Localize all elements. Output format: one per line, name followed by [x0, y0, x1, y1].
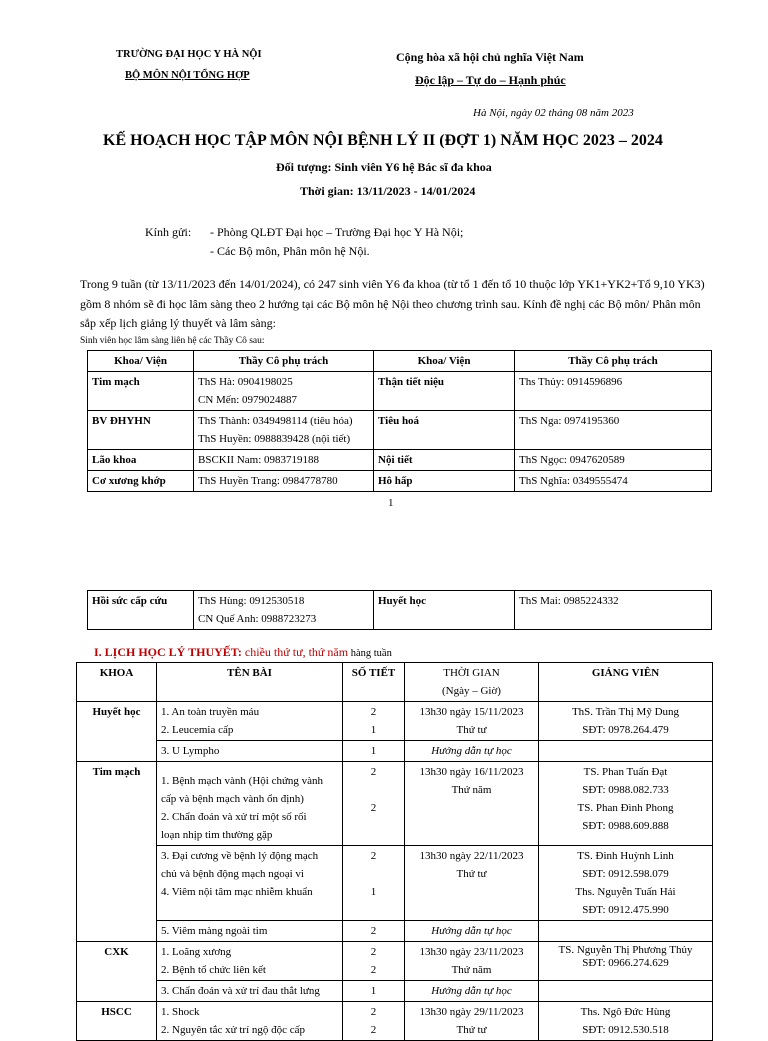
header-dept-1: Khoa/ Viện: [88, 351, 194, 372]
table-row: [88, 372, 712, 411]
recipient-2: - Các Bộ môn, Phân môn hệ Nội.: [210, 244, 370, 258]
contact-teacher: ThS Nga: 0974195360: [515, 411, 712, 450]
hours-cell: 1: [343, 981, 405, 1002]
schedule-table: [76, 662, 713, 1041]
lecturer-cell: [539, 981, 713, 1002]
lesson-cell: 3. Chẩn đoán và xử trí đau thắt lưng: [157, 981, 343, 1002]
contacts-table: [87, 350, 712, 492]
hours-cell: 2 2: [343, 762, 405, 846]
table-row: [77, 762, 713, 846]
lecturer-cell: TS. Phan Tuấn Đạt SĐT: 0988.082.733 TS. Phan Đình Phong SĐT: 0988.609.888: [539, 762, 713, 846]
khoa-cell: CXK: [77, 942, 157, 1002]
table-row: [88, 591, 712, 630]
school-name: TRƯỜNG ĐẠI HỌC Y HÀ NỘI: [116, 49, 262, 60]
hours-cell: 2 1: [343, 846, 405, 921]
contact-teacher: ThS Mai: 0985224332: [515, 591, 712, 630]
contact-dept: Hô hấp: [374, 471, 515, 492]
header-ten-bai: TÊN BÀI: [157, 663, 343, 702]
section-title: I. LỊCH HỌC LÝ THUYẾT:: [94, 645, 242, 659]
hours-cell: 1: [343, 741, 405, 762]
contact-dept: Tim mạch: [88, 372, 194, 411]
time-cell: Hướng dẫn tự học: [405, 921, 539, 942]
contact-dept: Huyết học: [374, 591, 515, 630]
intro-line-2: gồm 8 nhóm sẽ đi học lâm sàng theo 2 hướng tại các Bộ môn hệ Nội theo chương trình sau. Kính đề nghị các Bộ môn/ Phân môn: [80, 297, 701, 311]
contact-dept: BV ĐHYHN: [88, 411, 194, 450]
contact-teacher: ThS Hùng: 0912530518 CN Quế Anh: 0988723273: [194, 591, 374, 630]
lesson-cell: 5. Viêm màng ngoài tim: [157, 921, 343, 942]
contact-dept: Nội tiết: [374, 450, 515, 471]
lesson-cell: 1. An toàn truyền máu 2. Leucemia cấp: [157, 702, 343, 741]
contacts-table-continued: [87, 590, 712, 630]
time-period: Thời gian: 13/11/2023 - 14/01/2024: [300, 184, 476, 198]
table-row: [88, 471, 712, 492]
time-cell: Hướng dẫn tự học: [405, 981, 539, 1002]
header-giang-vien: GIẢNG VIÊN: [539, 663, 713, 702]
recipient-1: - Phòng QLĐT Đại học – Trường Đại học Y Hà Nội;: [210, 225, 464, 239]
lesson-cell: 3. U Lympho: [157, 741, 343, 762]
lecturer-cell: [539, 741, 713, 762]
hours-cell: 2 1: [343, 702, 405, 741]
table-row: [88, 411, 712, 450]
lecturer-cell: Ths. Ngô Đức Hùng SĐT: 0912.530.518: [539, 1002, 713, 1041]
lesson-cell: 1. Shock 2. Nguyên tắc xử trí ngộ độc cấp: [157, 1002, 343, 1041]
contact-teacher: ThS Hà: 0904198025 CN Mến: 0979024887: [194, 372, 374, 411]
contact-teacher: ThS Nghĩa: 0349555474: [515, 471, 712, 492]
section-days: chiều thứ tư, thứ năm: [241, 645, 349, 659]
lecturer-cell: TS. Đinh Huỳnh Linh SĐT: 0912.598.079 Ths. Nguyễn Tuấn Hải SĐT: 0912.475.990: [539, 846, 713, 921]
contact-teacher: BSCKII Nam: 0983719188: [194, 450, 374, 471]
hours-cell: 2 2: [343, 942, 405, 981]
table-row: [77, 921, 713, 942]
contact-teacher: ThS Ngọc: 0947620589: [515, 450, 712, 471]
document-date: Hà Nội, ngày 02 tháng 08 năm 2023: [473, 107, 634, 119]
khoa-cell: Huyết học: [77, 702, 157, 762]
hours-cell: 2: [343, 921, 405, 942]
table-row: [77, 981, 713, 1002]
lesson-cell: 3. Đại cương về bệnh lý động mạch chủ và bệnh động mạch ngoại vi 4. Viêm nội tâm mạc nhiễm khuẩn: [157, 846, 343, 921]
target-audience: Đối tượng: Sinh viên Y6 hệ Bác sĩ đa khoa: [276, 160, 492, 174]
lecturer-cell: TS. Nguyễn Thị Phương Thủy SĐT: 0966.274.629: [539, 942, 713, 981]
intro-line-1: Trong 9 tuần (từ 13/11/2023 đến 14/01/2024), có 247 sinh viên Y6 đa khoa (từ tổ 1 đến tổ 10 thuộc lớp YK1+YK2+Tổ 9,10 YK3): [80, 277, 705, 291]
lesson-cell: 1. Bệnh mạch vành (Hội chứng vành cấp và bệnh mạch vành ổn định) 2. Chẩn đoán và xử trí một số rối loạn nhịp tim thường gặp: [157, 762, 343, 846]
department-name: BỘ MÔN NỘI TỔNG HỢP: [125, 70, 250, 81]
time-cell: 13h30 ngày 16/11/2023 Thứ năm: [405, 762, 539, 846]
table-row: [88, 450, 712, 471]
lesson-cell: 1. Loãng xương 2. Bệnh tổ chức liên kết: [157, 942, 343, 981]
section-frequency: hàng tuần: [348, 648, 392, 659]
contact-dept: Lão khoa: [88, 450, 194, 471]
recipients-label: Kính gửi:: [145, 225, 192, 239]
contact-dept: Tiêu hoá: [374, 411, 515, 450]
header-thoi-gian: THỜI GIAN (Ngày – Giờ): [405, 663, 539, 702]
hours-cell: 2 2: [343, 1002, 405, 1041]
page-number: 1: [388, 497, 394, 509]
schedule-header-row: [77, 663, 713, 702]
intro-line-3: sắp xếp lịch giảng lý thuyết và lâm sàng:: [80, 316, 276, 330]
header-khoa: KHOA: [77, 663, 157, 702]
table-row: [77, 846, 713, 921]
table-row: [77, 942, 713, 981]
header-so-tiet: SỐ TIẾT: [343, 663, 405, 702]
time-cell: 13h30 ngày 29/11/2023 Thứ tư: [405, 1002, 539, 1041]
time-cell: 13h30 ngày 15/11/2023 Thứ tư: [405, 702, 539, 741]
national-motto: Cộng hòa xã hội chủ nghĩa Việt Nam: [396, 50, 584, 64]
contact-dept: Cơ xương khớp: [88, 471, 194, 492]
contact-teacher: Ths Thủy: 0914596896: [515, 372, 712, 411]
khoa-cell: HSCC: [77, 1002, 157, 1041]
contact-dept: Hồi sức cấp cứu: [88, 591, 194, 630]
header-teacher-2: Thầy Cô phụ trách: [515, 351, 712, 372]
contact-teacher: ThS Huyền Trang: 0984778780: [194, 471, 374, 492]
header-dept-2: Khoa/ Viện: [374, 351, 515, 372]
header-teacher-1: Thầy Cô phụ trách: [194, 351, 374, 372]
national-slogan: Độc lập – Tự do – Hạnh phúc: [415, 73, 566, 87]
khoa-cell: Tim mạch: [77, 762, 157, 942]
time-cell: 13h30 ngày 22/11/2023 Thứ tư: [405, 846, 539, 921]
document-title: KẾ HOẠCH HỌC TẬP MÔN NỘI BỆNH LÝ II (ĐỢT 1) NĂM HỌC 2023 – 2024: [103, 132, 663, 149]
table-row: [77, 702, 713, 741]
contact-note: Sinh viên học lâm sàng liên hệ các Thầy Cô sau:: [80, 336, 265, 346]
contact-teacher: ThS Thành: 0349498114 (tiêu hóa) ThS Huyền: 0988839428 (nội tiết): [194, 411, 374, 450]
contacts-header-row: [88, 351, 712, 372]
time-cell: 13h30 ngày 23/11/2023 Thứ năm: [405, 942, 539, 981]
table-row: [77, 1002, 713, 1041]
lecturer-cell: ThS. Trần Thị Mỹ Dung SĐT: 0978.264.479: [539, 702, 713, 741]
lecturer-cell: [539, 921, 713, 942]
contact-dept: Thận tiết niệu: [374, 372, 515, 411]
section-heading: [94, 645, 392, 660]
table-row: [77, 741, 713, 762]
time-cell: Hướng dẫn tự học: [405, 741, 539, 762]
